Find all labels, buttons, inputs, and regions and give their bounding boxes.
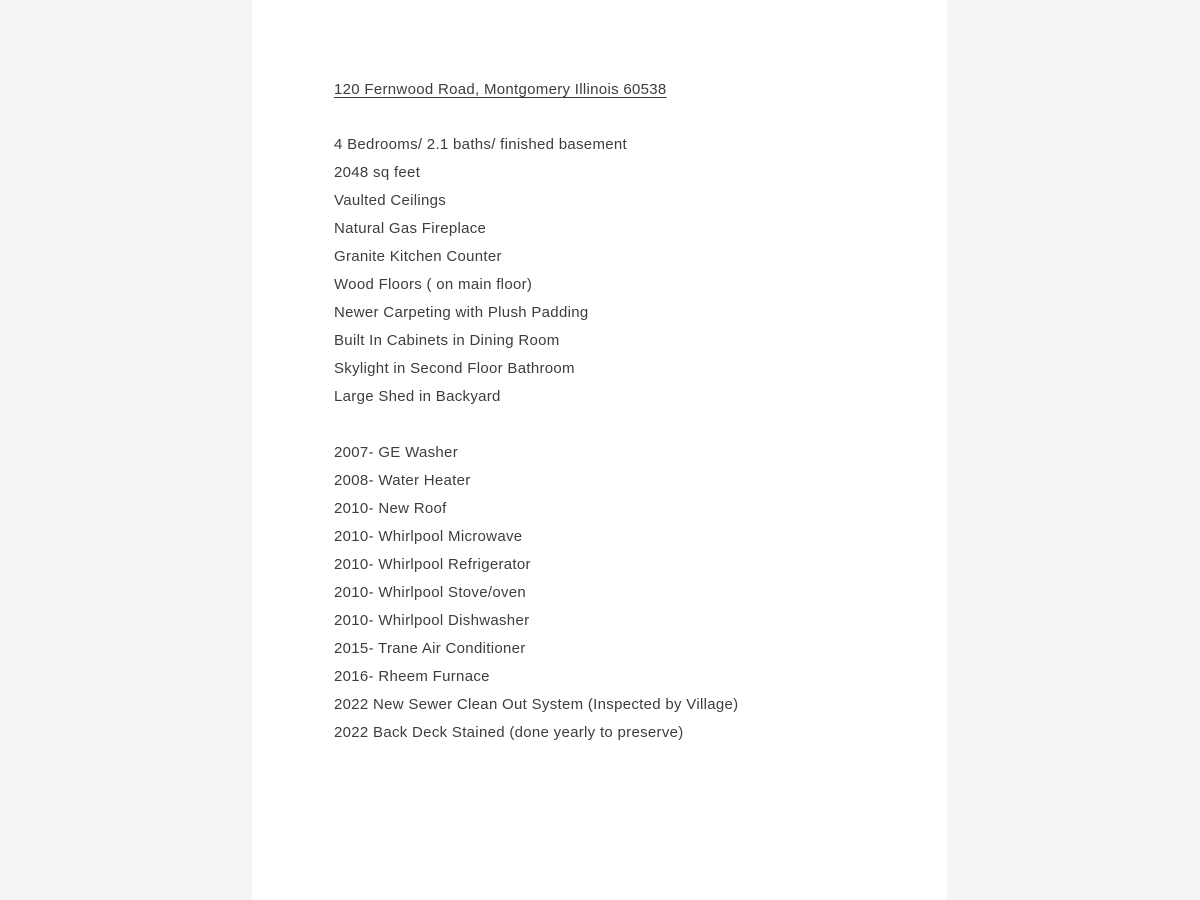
- feature-line: Natural Gas Fireplace: [334, 220, 487, 237]
- upgrade-line: 2010- New Roof: [334, 500, 447, 517]
- upgrade-line: 2015- Trane Air Conditioner: [334, 640, 526, 657]
- upgrade-line: 2022 New Sewer Clean Out System (Inspected by Village): [334, 696, 739, 713]
- document-page: [252, 0, 947, 900]
- feature-line: Large Shed in Backyard: [334, 388, 501, 405]
- feature-line: Granite Kitchen Counter: [334, 248, 502, 265]
- feature-line: Newer Carpeting with Plush Padding: [334, 304, 589, 321]
- feature-line: Vaulted Ceilings: [334, 192, 447, 209]
- feature-line: 4 Bedrooms/ 2.1 baths/ finished basement: [334, 136, 628, 153]
- upgrade-line: 2008- Water Heater: [334, 472, 471, 489]
- document-content: [252, 0, 947, 747]
- upgrade-line: 2010- Whirlpool Refrigerator: [334, 556, 531, 573]
- feature-line: 2048 sq feet: [334, 164, 421, 181]
- feature-line: Wood Floors ( on main floor): [334, 276, 533, 293]
- feature-line: Skylight in Second Floor Bathroom: [334, 360, 575, 377]
- upgrade-list: [334, 439, 907, 747]
- upgrade-line: 2010- Whirlpool Stove/oven: [334, 584, 527, 601]
- feature-list: [334, 131, 907, 411]
- upgrade-line: 2010- Whirlpool Dishwasher: [334, 612, 530, 629]
- upgrade-line: 2007- GE Washer: [334, 444, 458, 461]
- upgrade-line: 2010- Whirlpool Microwave: [334, 528, 523, 545]
- upgrade-line: 2022 Back Deck Stained (done yearly to preserve): [334, 724, 684, 741]
- feature-line: Built In Cabinets in Dining Room: [334, 332, 560, 349]
- document-title: 120 Fernwood Road, Montgomery Illinois 60538: [334, 81, 667, 98]
- upgrade-line: 2016- Rheem Furnace: [334, 668, 490, 685]
